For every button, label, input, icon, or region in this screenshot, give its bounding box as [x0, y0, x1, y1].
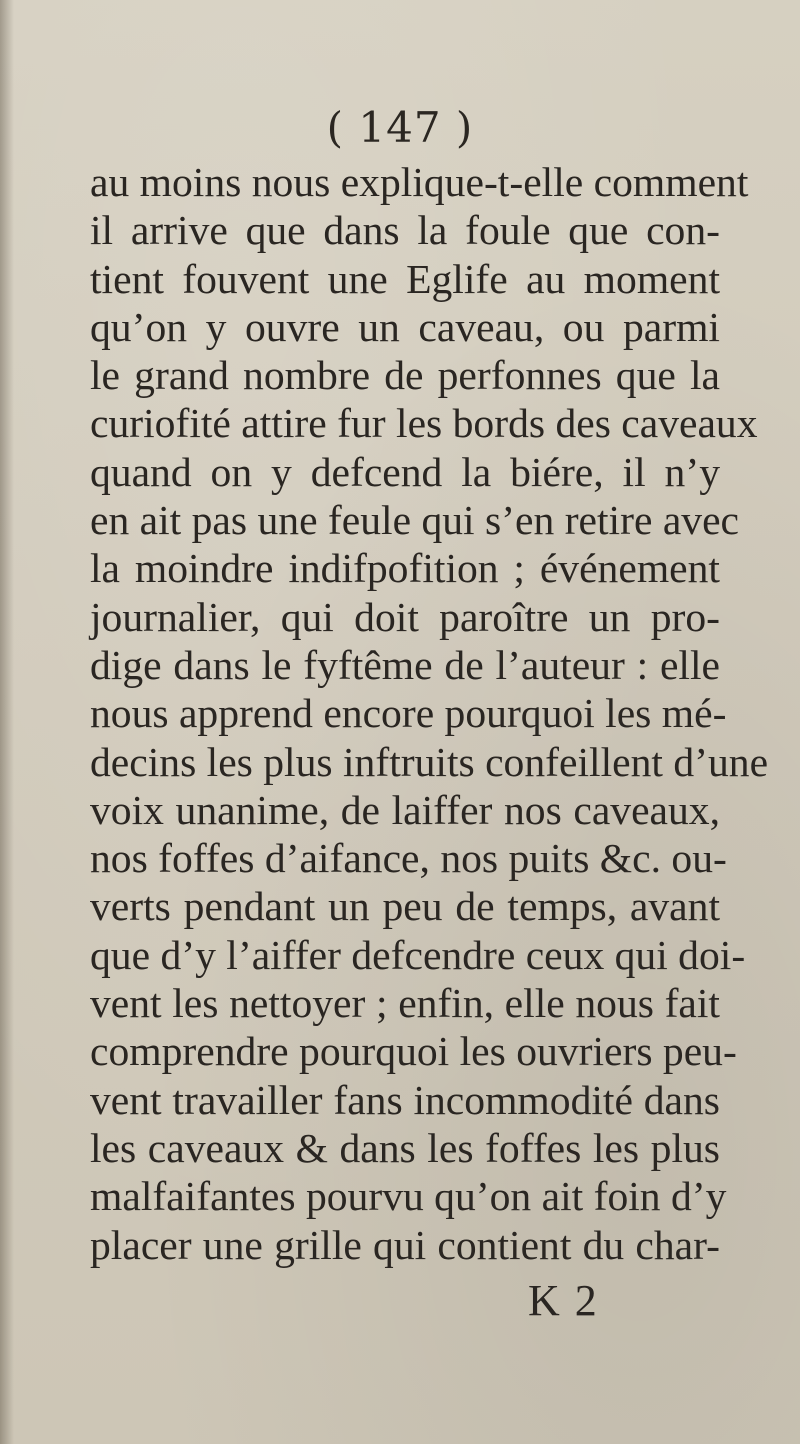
text-line: tient fouvent une Eglife au moment — [90, 255, 720, 302]
text-line: nous apprend encore pourquoi les mé- — [90, 690, 727, 737]
signature-mark: K 2 — [528, 1276, 599, 1325]
text-line: voix unanime, de laiffer nos caveaux, — [90, 786, 720, 833]
text-line: en ait pas une feule qui s’en retire avec — [90, 497, 740, 544]
text-line: placer une grille qui contient du char- — [90, 1221, 720, 1268]
text-line: malfaifantes pourvu qu’on ait foin d’y — [90, 1173, 727, 1220]
text-line: le grand nombre de perfonnes que la — [90, 352, 720, 399]
text-line: curiofité attire fur les bords des caveaux — [90, 400, 758, 447]
text-line: journalier, qui doit paroître un pro- — [90, 593, 720, 640]
text-line: decins les plus inftruits confeillent d’une — [90, 738, 769, 785]
text-line: qu’on y ouvre un caveau, ou parmi — [90, 303, 720, 350]
text-line: verts pendant un peu de temps, avant — [90, 883, 720, 930]
text-line: nos foffes d’aifance, nos puits &c. ou- — [90, 835, 727, 882]
text-line: au moins nous explique-t-elle comment — [90, 159, 749, 205]
text-line: il arrive que dans la foule que con- — [90, 207, 720, 254]
page-binding-edge — [0, 0, 14, 1444]
text-line: les caveaux & dans les foffes les plus — [90, 1124, 720, 1171]
text-line: la moindre indifpofition ; événement — [90, 545, 720, 592]
text-line: vent travailler fans incommodité dans — [90, 1076, 720, 1123]
body-text — [90, 158, 769, 1269]
text-line: comprendre pourquoi les ouvriers peu- — [90, 1028, 737, 1075]
page-number-header: ( 147 ) — [326, 103, 474, 152]
text-line: vent les nettoyer ; enfin, elle nous fait — [90, 980, 720, 1027]
text-line: dige dans le fyftême de l’auteur : elle — [90, 641, 720, 688]
text-line: que d’y l’aiffer defcendre ceux qui doi- — [90, 931, 746, 978]
text-line: quand on y defcend la biére, il n’y — [90, 448, 720, 495]
